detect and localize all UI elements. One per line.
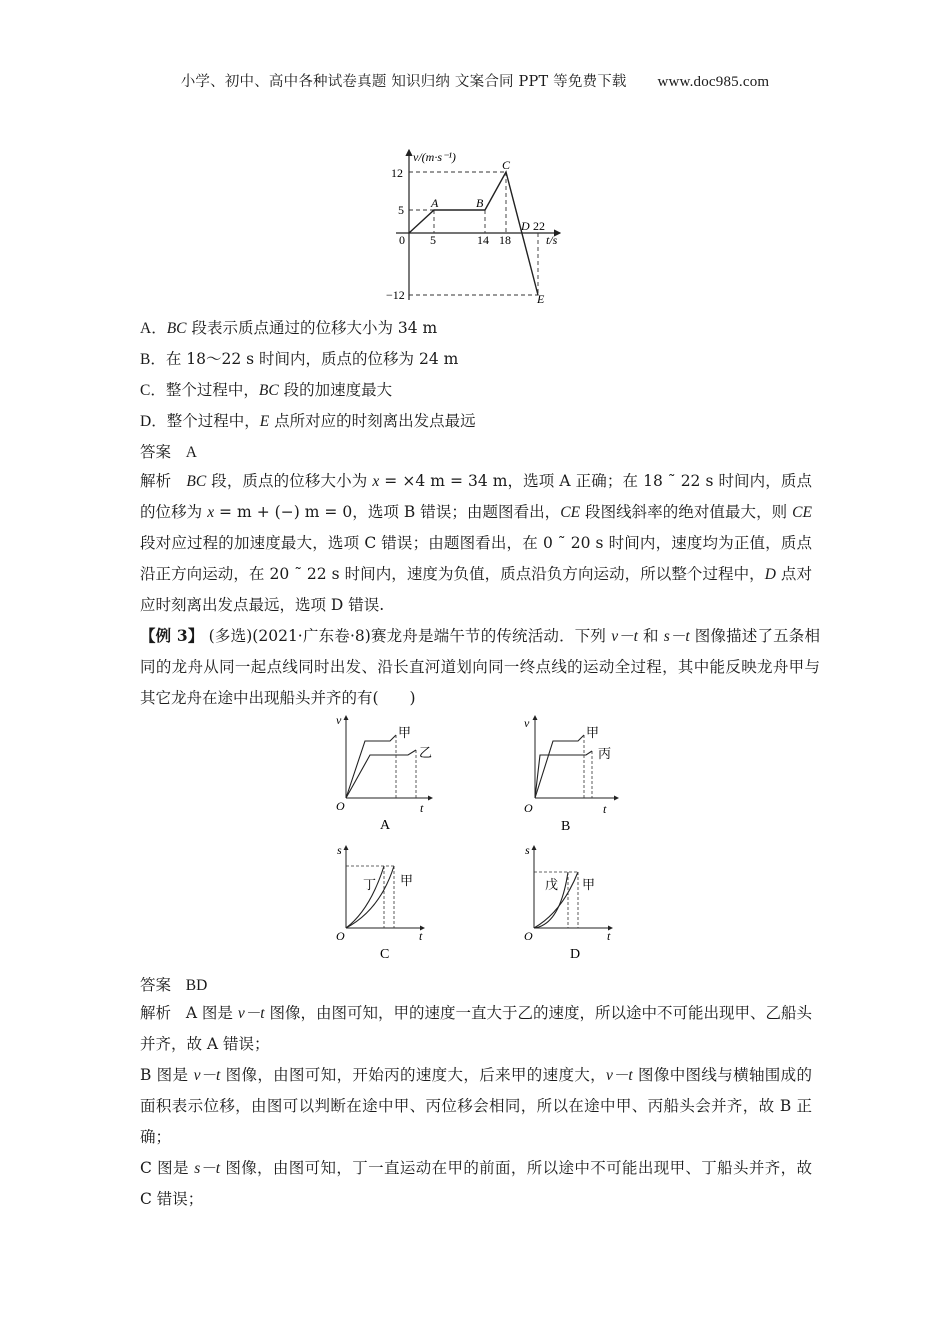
option-text: 整个过程中， bbox=[165, 381, 259, 399]
analysis-label: 解析 bbox=[140, 1004, 172, 1022]
analysis-text: 段图线斜率的绝对值最大，则 bbox=[580, 503, 793, 521]
q3-analysis-a bbox=[140, 998, 812, 1060]
analysis-text: 图像中图线与横轴围成的面积表示位移，由图可以判断在途中甲、丙位移会相同，所以在途中甲、丙船头会并齐，故 B 正确； bbox=[140, 1066, 812, 1146]
option-text: 段表示质点通过的位移大小为 34 m bbox=[186, 319, 438, 337]
analysis-var: CE bbox=[560, 504, 581, 521]
analysis-text: 图像，由图可知，甲的速度一直大于乙的速度，所以途中不可能出现甲、乙船头并齐，故 A 错误； bbox=[140, 1004, 813, 1053]
analysis-var: v－t bbox=[606, 1067, 633, 1084]
analysis-var: v－t bbox=[237, 1005, 265, 1022]
axis-label: t bbox=[420, 801, 424, 815]
option-var: BC bbox=[166, 320, 187, 337]
series-label: 丙 bbox=[598, 746, 612, 761]
option-key: A． bbox=[140, 320, 167, 337]
series-label: 甲 bbox=[582, 877, 596, 892]
question-var: v－t bbox=[611, 628, 638, 645]
x-tick: 22 bbox=[533, 219, 545, 233]
figure-caption: B bbox=[561, 819, 571, 834]
analysis-text: C 图是 bbox=[140, 1159, 195, 1177]
analysis-label: 解析 bbox=[140, 472, 172, 490]
analysis-text: A 图是 bbox=[185, 1004, 238, 1022]
figure-b bbox=[510, 710, 640, 840]
axis-label: t bbox=[607, 929, 611, 943]
analysis-var: v－t bbox=[193, 1067, 221, 1084]
q3-answer bbox=[140, 973, 207, 995]
analysis-text: 点对应时刻离出发点最远，选项 D 错误. bbox=[140, 565, 812, 614]
y-axis-label: v/(m·s⁻¹) bbox=[413, 150, 456, 164]
option-text: 在 18～22 s 时间内，质点的位移为 24 m bbox=[165, 350, 459, 368]
series-label: 甲 bbox=[400, 873, 414, 888]
analysis-text: 图像，由图可知，丁一直运动在甲的前面，所以途中不可能出现甲、丁船头并齐，故 C 错误； bbox=[140, 1159, 812, 1208]
figure-d bbox=[510, 840, 640, 970]
q2-answer bbox=[140, 440, 197, 462]
option-key: C． bbox=[140, 382, 166, 399]
analysis-var: D bbox=[764, 566, 776, 583]
origin-label: O bbox=[524, 929, 533, 943]
analysis-text: = ×4 m = 34 m，选项 A 正确；在 18 ˜ 22 s 时间内，质点的位移为 bbox=[140, 472, 813, 521]
option-text: 点所对应的时刻离出发点最远 bbox=[269, 412, 476, 430]
figure-a bbox=[320, 710, 450, 840]
series-label: 乙 bbox=[419, 745, 433, 760]
question-text: 图像描述了五条相同的龙舟从同一起点线同时出发、沿长直河道划向同一终点线的运动全过程，其中能反映龙舟甲与其它龙舟在途中出现船头并齐的有( ) bbox=[140, 627, 820, 707]
option-a bbox=[140, 316, 437, 338]
y-tick: 12 bbox=[391, 166, 403, 180]
analysis-text: 图像，由图可知，开始丙的速度大，后来甲的速度大， bbox=[220, 1066, 607, 1084]
x-tick: 14 bbox=[477, 233, 489, 247]
analysis-text: 段，质点的位移大小为 bbox=[206, 472, 373, 490]
example-tag: 【例 3】 bbox=[140, 626, 204, 645]
series-label: 戊 bbox=[545, 877, 559, 892]
axis-label: t bbox=[603, 802, 607, 816]
analysis-var: x bbox=[207, 504, 215, 521]
q3-analysis-c bbox=[140, 1153, 812, 1215]
axis-label: t bbox=[419, 929, 423, 943]
question-text: (多选)(2021·广东卷·8)赛龙舟是端午节的传统活动．下列 bbox=[203, 627, 612, 645]
axis-label: v bbox=[524, 716, 530, 730]
option-key: B． bbox=[140, 351, 166, 368]
q3-analysis-b bbox=[140, 1060, 812, 1153]
point-label: E bbox=[537, 292, 545, 306]
series-label: 丁 bbox=[363, 877, 377, 892]
header-text: 小学、初中、高中各种试卷真题 知识归纳 文案合同 PPT 等免费下载 bbox=[180, 74, 627, 90]
answer-label: 答案 bbox=[140, 443, 172, 461]
option-text: 整个过程中， bbox=[166, 412, 260, 430]
x-tick: 18 bbox=[499, 233, 511, 247]
question-text: 和 bbox=[637, 627, 664, 645]
option-d bbox=[140, 409, 476, 431]
analysis-text: 段对应过程的加速度最大，选项 C 错误；由题图看出，在 0 ˜ 20 s 时间内，速度均为正值，质点沿正方向运动，在 20 ˜ 22 s 时间内，速度为负值，质点沿负方向运动，所以整个过程中， bbox=[140, 534, 812, 583]
point-label: B bbox=[476, 196, 484, 210]
q2-analysis bbox=[140, 466, 812, 621]
analysis-var: BC bbox=[186, 473, 207, 490]
axis-label: s bbox=[525, 843, 530, 857]
y-tick: −12 bbox=[386, 288, 405, 302]
point-label: D bbox=[521, 219, 530, 233]
origin-label: O bbox=[336, 929, 345, 943]
origin-label: O bbox=[524, 801, 533, 815]
axis-label: v bbox=[336, 713, 342, 727]
point-label: A bbox=[431, 196, 439, 210]
series-label: 甲 bbox=[398, 725, 412, 740]
y-tick: 5 bbox=[398, 203, 404, 217]
y-tick: 0 bbox=[399, 233, 405, 247]
question-var: s－t bbox=[663, 628, 690, 645]
figure-caption: C bbox=[380, 947, 390, 962]
option-b bbox=[140, 347, 458, 369]
option-var: E bbox=[259, 413, 270, 430]
axis-label: s bbox=[337, 843, 342, 857]
option-text: 段的加速度最大 bbox=[278, 381, 393, 399]
analysis-var: x bbox=[372, 473, 380, 490]
option-key: D． bbox=[140, 413, 167, 430]
page-header bbox=[0, 70, 950, 91]
analysis-var: s－t bbox=[194, 1160, 221, 1177]
analysis-var: CE bbox=[792, 504, 812, 521]
figure-c bbox=[320, 840, 450, 970]
header-url[interactable]: www.doc985.com bbox=[657, 74, 770, 90]
figure-caption: D bbox=[570, 947, 581, 962]
answer-label: 答案 bbox=[140, 976, 172, 994]
origin-label: O bbox=[336, 799, 345, 813]
answer-value: A bbox=[185, 444, 197, 461]
answer-value: BD bbox=[185, 977, 208, 994]
option-var: BC bbox=[258, 382, 279, 399]
figure-caption: A bbox=[380, 818, 391, 833]
option-c bbox=[140, 378, 392, 400]
series-label: 甲 bbox=[586, 725, 600, 740]
x-axis-label: t/s bbox=[546, 233, 558, 247]
point-label: C bbox=[502, 158, 511, 172]
analysis-text: B 图是 bbox=[140, 1066, 194, 1084]
q3-question bbox=[140, 620, 820, 714]
main-vt-graph bbox=[380, 145, 580, 310]
x-tick: 5 bbox=[430, 233, 436, 247]
analysis-text: = m + (−) m = 0，选项 B 错误；由题图看出， bbox=[214, 503, 561, 521]
